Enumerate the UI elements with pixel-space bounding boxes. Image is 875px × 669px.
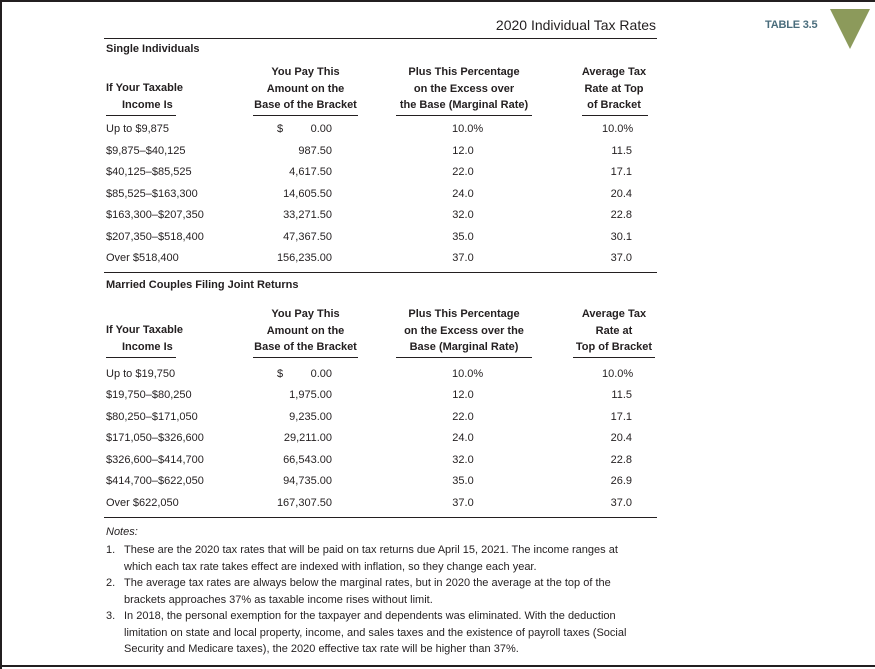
- income-range: $80,250–$171,050: [106, 411, 198, 423]
- table-row: [0, 252, 875, 273]
- base-amount: 33,271.50: [283, 209, 332, 221]
- marginal-rate: 37.0: [452, 497, 474, 509]
- married-header-rule-average: [573, 357, 655, 358]
- base-amount: 14,605.50: [283, 188, 332, 200]
- average-rate: 22.8: [610, 454, 632, 466]
- average-rate: 20.4: [610, 188, 632, 200]
- income-range: Over $622,050: [106, 497, 179, 509]
- base-amount: 29,211.00: [283, 432, 332, 444]
- income-range: $414,700–$622,050: [106, 475, 204, 487]
- married-header-rule-income: [106, 357, 176, 358]
- average-rate: 17.1: [610, 411, 632, 423]
- note-item: [106, 542, 646, 575]
- average-rate: 22.8: [610, 209, 632, 221]
- table-row: [0, 389, 875, 410]
- dollar-sign: $: [277, 368, 284, 380]
- section-heading-married: Married Couples Filing Joint Returns: [106, 279, 299, 291]
- table-row: [0, 497, 875, 518]
- marginal-rate: 35.0: [452, 475, 474, 487]
- marginal-rate: 32.0: [452, 209, 474, 221]
- base-amount: 156,235.00: [276, 252, 332, 264]
- page-title: 2020 Individual Tax Rates: [495, 17, 656, 33]
- table-row: [0, 368, 875, 389]
- base-amount: 0.00: [310, 368, 332, 380]
- table-row: [0, 411, 875, 432]
- single-header-base-amount: You Pay This Amount on the Base of the Bracket: [254, 66, 357, 111]
- base-amount: 9,235.00: [289, 411, 332, 423]
- note-text: The average tax rates are always below the marginal rates, but in 2020 the average at the top of the brackets approaches 37% as taxable income rises without limit.: [124, 577, 611, 606]
- income-range: Up to $19,750: [106, 368, 176, 380]
- note-number: 3.: [106, 610, 116, 622]
- single-header-rule-average: [582, 115, 648, 116]
- average-rate: 11.5: [611, 389, 632, 401]
- average-rate: 10.0%: [602, 368, 634, 380]
- married-header-rule-marginal: [396, 357, 532, 358]
- average-rate: 26.9: [610, 475, 632, 487]
- marginal-rate: 24.0: [452, 432, 474, 444]
- married-header-average-rate: Average Tax Rate at Top of Bracket: [575, 308, 653, 353]
- income-range: $326,600–$414,700: [106, 454, 204, 466]
- marginal-rate: 12.0: [452, 145, 474, 157]
- section-heading-single: Single Individuals: [106, 43, 200, 55]
- income-range: Up to $9,875: [106, 123, 169, 135]
- average-rate: 37.0: [610, 252, 632, 264]
- single-header-income: If Your Taxable Income Is: [106, 82, 184, 111]
- single-header-rule-base: [253, 115, 358, 116]
- notes-title: Notes:: [106, 526, 138, 538]
- base-amount: 94,735.00: [283, 475, 332, 487]
- dollar-sign: $: [277, 123, 284, 135]
- married-header-rule-base: [253, 357, 358, 358]
- base-amount: 66,543.00: [283, 454, 332, 466]
- table-row: [0, 432, 875, 453]
- table-row: [0, 454, 875, 475]
- marginal-rate: 24.0: [452, 188, 474, 200]
- income-range: $40,125–$85,525: [106, 166, 192, 178]
- marginal-rate: 10.0%: [452, 368, 484, 380]
- married-header-marginal-rate: Plus This Percentage on the Excess over the Base (Marginal Rate): [404, 308, 524, 353]
- average-rate: 30.1: [610, 231, 632, 243]
- base-amount: 1,975.00: [289, 389, 332, 401]
- base-amount: 47,367.50: [283, 231, 332, 243]
- income-range: Over $518,400: [106, 252, 179, 264]
- note-item: [106, 575, 646, 608]
- married-header-base-amount: You Pay This Amount on the Base of the Bracket: [254, 308, 357, 353]
- single-header-marginal-rate: Plus This Percentage on the Excess over the Base (Marginal Rate): [399, 66, 529, 111]
- marginal-rate: 22.0: [452, 166, 474, 178]
- average-rate: 10.0%: [602, 123, 634, 135]
- frame-border-top: [0, 0, 875, 2]
- table-row: [0, 231, 875, 252]
- base-amount: 167,307.50: [276, 497, 332, 509]
- triangle-marker-icon: [828, 7, 872, 51]
- marginal-rate: 22.0: [452, 411, 474, 423]
- income-range: $19,750–$80,250: [106, 389, 192, 401]
- marginal-rate: 10.0%: [452, 123, 484, 135]
- single-header-rule-marginal: [396, 115, 532, 116]
- note-item: [106, 608, 646, 658]
- married-header-income: If Your Taxable Income Is: [106, 324, 184, 353]
- table-row: [0, 166, 875, 187]
- title-rule: [104, 38, 657, 39]
- note-text: In 2018, the personal exemption for the taxpayer and dependents was eliminated. With the deduction limitation on state and local property, income, and sales taxes and the existence of payroll taxes (Social Security and Medicare taxes), the 2020 effective tax rate will be higher than 37%.: [124, 610, 627, 655]
- base-amount: 4,617.50: [289, 166, 332, 178]
- average-rate: 17.1: [610, 166, 632, 178]
- single-header-rule-income: [106, 115, 176, 116]
- income-range: $207,350–$518,400: [106, 231, 204, 243]
- marginal-rate: 37.0: [452, 252, 474, 264]
- table-row: [0, 475, 875, 496]
- marginal-rate: 32.0: [452, 454, 474, 466]
- frame-border-bottom: [0, 665, 875, 667]
- section-divider: [104, 517, 657, 518]
- note-text: These are the 2020 tax rates that will be paid on tax returns due April 15, 2021. The income ranges at which each tax rate takes effect are indexed with inflation, so they change each year.: [124, 544, 618, 573]
- note-number: 2.: [106, 577, 116, 589]
- average-rate: 37.0: [610, 497, 632, 509]
- income-range: $9,875–$40,125: [106, 145, 186, 157]
- table-row: [0, 188, 875, 209]
- table-label: TABLE 3.5: [765, 19, 818, 31]
- table-row: [0, 209, 875, 230]
- marginal-rate: 35.0: [452, 231, 474, 243]
- income-range: $85,525–$163,300: [106, 188, 198, 200]
- average-rate: 11.5: [611, 145, 632, 157]
- section-divider: [104, 272, 657, 273]
- frame-border-left: [0, 0, 2, 669]
- average-rate: 20.4: [610, 432, 632, 444]
- single-header-average-rate: Average Tax Rate at Top of Bracket: [581, 66, 647, 111]
- income-range: $163,300–$207,350: [106, 209, 204, 221]
- income-range: $171,050–$326,600: [106, 432, 204, 444]
- base-amount: 987.50: [298, 145, 332, 157]
- table-row: [0, 123, 875, 144]
- note-number: 1.: [106, 544, 116, 556]
- table-row: [0, 145, 875, 166]
- base-amount: 0.00: [310, 123, 332, 135]
- marginal-rate: 12.0: [452, 389, 474, 401]
